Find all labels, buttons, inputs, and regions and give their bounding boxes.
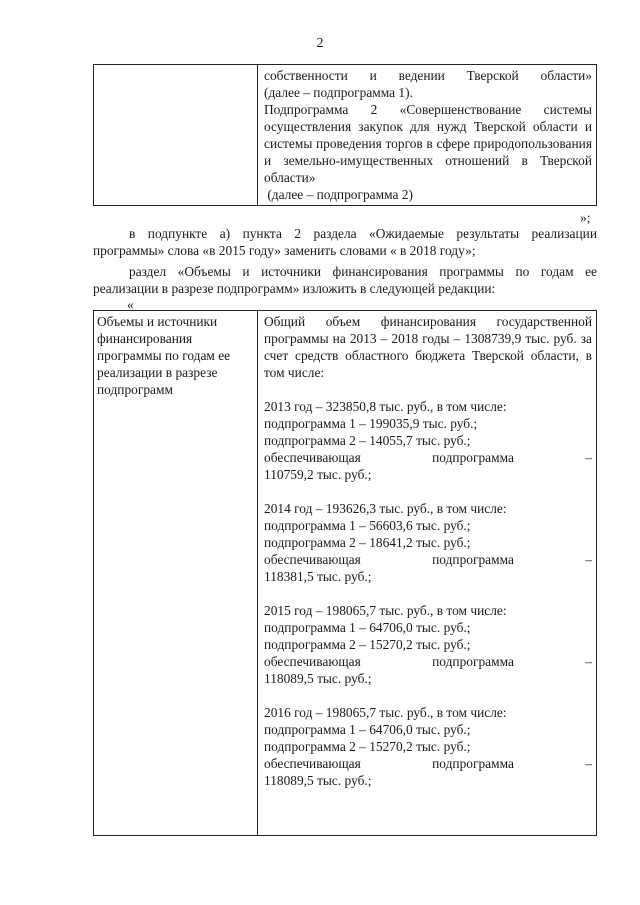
support-word-1: обеспечивающая bbox=[264, 450, 361, 465]
top-table-line-2: (далее – подпрограмма 1). bbox=[264, 85, 413, 100]
subprogram-2-line: подпрограмма 2 – 15270,2 тыс. руб.; bbox=[264, 637, 471, 652]
subprogram-1-line: подпрограмма 1 – 56603,6 тыс. руб.; bbox=[264, 518, 471, 533]
support-subprogram-line bbox=[264, 755, 592, 772]
paragraph-1: в подпункте а) пункта 2 раздела «Ожидаемые результаты реализации программы» слова «в 2015 году» заменить словами « в 2018 году»; bbox=[93, 226, 597, 258]
support-dash: – bbox=[585, 756, 592, 771]
support-subprogram-line bbox=[264, 653, 592, 670]
subprogram-1-line: подпрограмма 1 – 64706,0 тыс. руб.; bbox=[264, 722, 471, 737]
support-value: 118381,5 тыс. руб.; bbox=[264, 569, 372, 584]
support-word-1: обеспечивающая bbox=[264, 756, 361, 771]
support-word-2: подпрограмма bbox=[432, 756, 514, 771]
year-block-2016 bbox=[264, 704, 592, 789]
paragraph-2: раздел «Объемы и источники финансирования программы по годам ее реализации в разрезе подпрограмм» изложить в следующей редакции: bbox=[93, 264, 597, 296]
year-header: 2014 год – 193626,3 тыс. руб., в том числе: bbox=[264, 501, 507, 516]
main-table-right-cell bbox=[264, 313, 592, 789]
support-word-2: подпрограмма bbox=[432, 450, 514, 465]
support-value: 118089,5 тыс. руб.; bbox=[264, 773, 372, 788]
top-table-line-4: (далее – подпрограмма 2) bbox=[264, 187, 413, 202]
support-word-2: подпрограмма bbox=[432, 654, 514, 669]
support-word-1: обеспечивающая bbox=[264, 654, 361, 669]
support-dash: – bbox=[585, 654, 592, 669]
main-table-left-cell: Объемы и источники финансирования программы по годам ее реализации в разрезе подпрограмм bbox=[97, 314, 231, 397]
year-header: 2015 год – 198065,7 тыс. руб., в том числе: bbox=[264, 603, 507, 618]
top-table-line-1: собственности и ведении Тверской области» bbox=[264, 68, 592, 83]
year-header: 2013 год – 323850,8 тыс. руб., в том числе: bbox=[264, 399, 507, 414]
support-value: 118089,5 тыс. руб.; bbox=[264, 671, 372, 686]
subprogram-2-line: подпрограмма 2 – 14055,7 тыс. руб.; bbox=[264, 433, 471, 448]
year-block-2014 bbox=[264, 500, 592, 585]
support-dash: – bbox=[585, 552, 592, 567]
financing-intro: Общий объем финансирования государственной программы на 2013 – 2018 годы – 1308739,9 тыс. руб. за счет средств областного бюджета Тверской области, в том числе: bbox=[264, 314, 592, 380]
page-number: 2 bbox=[316, 36, 324, 51]
top-table-line-3: Подпрограмма 2 «Совершенствование системы осуществления закупок для нужд Тверской области и системы проведения торгов в сфере природопользования и земельно-имущественных отношений в Тверской области» bbox=[264, 102, 592, 185]
support-value: 110759,2 тыс. руб.; bbox=[264, 467, 372, 482]
subprogram-2-line: подпрограмма 2 – 18641,2 тыс. руб.; bbox=[264, 535, 471, 550]
year-block-2015 bbox=[264, 602, 592, 687]
year-block-2013 bbox=[264, 398, 592, 483]
closing-quote: »; bbox=[580, 210, 591, 225]
support-dash: – bbox=[585, 450, 592, 465]
support-subprogram-line bbox=[264, 449, 592, 466]
subprogram-1-line: подпрограмма 1 – 64706,0 тыс. руб.; bbox=[264, 620, 471, 635]
subprogram-2-line: подпрограмма 2 – 15270,2 тыс. руб.; bbox=[264, 739, 471, 754]
top-table-divider bbox=[257, 64, 258, 206]
support-word-2: подпрограмма bbox=[432, 552, 514, 567]
main-table-divider bbox=[257, 310, 258, 836]
year-header: 2016 год – 198065,7 тыс. руб., в том числе: bbox=[264, 705, 507, 720]
support-word-1: обеспечивающая bbox=[264, 552, 361, 567]
subprogram-1-line: подпрограмма 1 – 199035,9 тыс. руб.; bbox=[264, 416, 478, 431]
opening-quote: « bbox=[127, 297, 134, 312]
top-table-right-cell bbox=[264, 67, 592, 203]
support-subprogram-line bbox=[264, 551, 592, 568]
